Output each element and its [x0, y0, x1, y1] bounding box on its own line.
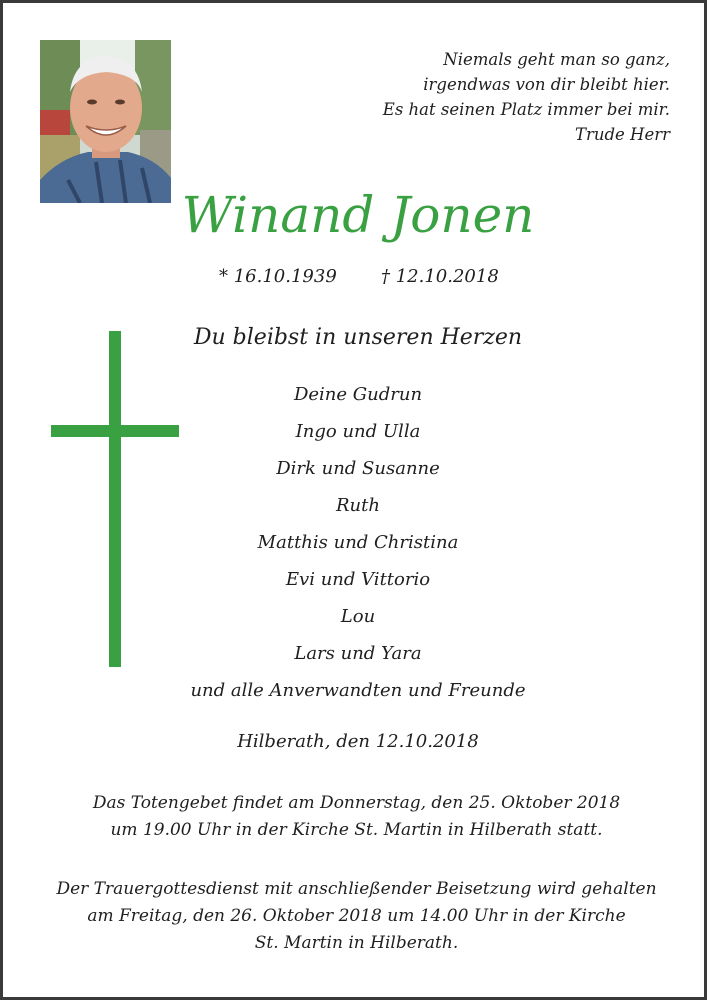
birth-date: * 16.10.1939	[219, 266, 337, 287]
quote-line: irgendwas von dir bleibt hier.	[423, 75, 670, 94]
mourners-list	[153, 376, 563, 709]
death-date: † 12.10.2018	[381, 266, 499, 287]
memorial-motto: Du bleibst in unseren Herzen	[193, 325, 523, 350]
notice-line: Der Trauergottesdienst mit anschließender Beisetzung wird gehalten	[56, 879, 657, 899]
funeral-notice	[43, 876, 670, 957]
notice-line: am Freitag, den 26. Oktober 2018 um 14.00 Uhr in der Kirche	[87, 906, 626, 926]
mourner: Dirk und Susanne	[276, 458, 440, 479]
mourner: Matthis und Christina	[257, 532, 459, 553]
portrait-photo	[40, 40, 171, 203]
quote-line: Niemals geht man so ganz,	[443, 50, 670, 69]
notice-line: Das Totengebet findet am Donnerstag, den 25. Oktober 2018	[92, 793, 621, 813]
quote-line: Es hat seinen Platz immer bei mir.	[382, 100, 670, 119]
memorial-quote	[330, 47, 670, 147]
place-and-date: Hilberath, den 12.10.2018	[237, 731, 479, 752]
quote-author: Trude Herr	[574, 125, 670, 144]
mourner: Evi und Vittorio	[285, 569, 431, 590]
mourner: Ingo und Ulla	[295, 421, 421, 442]
mourner: Deine Gudrun	[293, 384, 423, 405]
deceased-name: Winand Jonen	[181, 186, 535, 244]
notice-line: St. Martin in Hilberath.	[254, 933, 459, 953]
notice-line: um 19.00 Uhr in der Kirche St. Martin in Hilberath statt.	[110, 820, 603, 840]
mourner: Lou	[340, 606, 376, 627]
mourner: Lars und Yara	[294, 643, 422, 664]
mourner: Ruth	[336, 495, 380, 516]
mourner: und alle Anverwandten und Freunde	[190, 680, 526, 701]
prayer-notice	[43, 790, 670, 844]
